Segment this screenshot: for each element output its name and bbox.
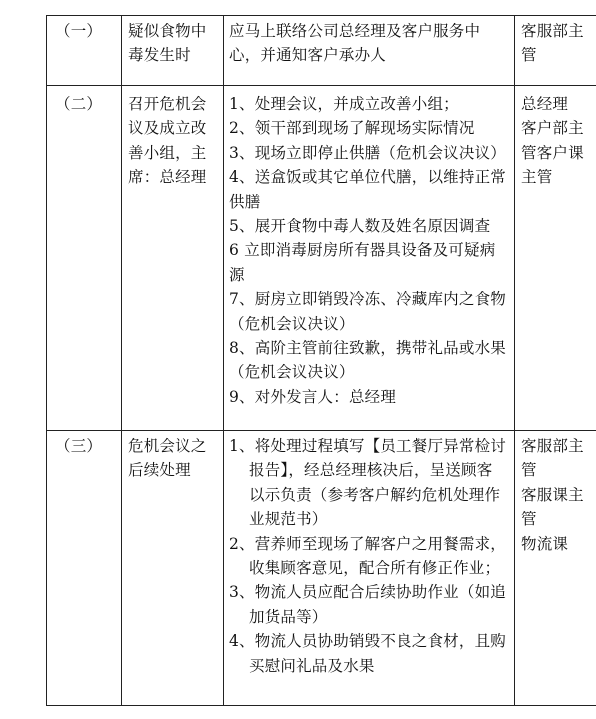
action-line: 买慰问礼品及水果	[249, 656, 375, 675]
table-row	[47, 431, 596, 706]
step-cell	[122, 16, 224, 86]
owner-line: 客服课主	[521, 485, 584, 504]
action-line: （危机会议决议）	[229, 314, 355, 333]
action-line: 6 立即消毒厨房所有器具设备及可疑病	[229, 241, 496, 260]
action-line: 供膳	[229, 192, 261, 211]
owner-line: 主管	[521, 168, 553, 187]
action-line: 心，并通知客户承办人	[229, 46, 387, 65]
owner-line: 管	[521, 46, 537, 65]
step-line: 善小组，主	[128, 143, 207, 162]
actions-cell	[224, 431, 515, 706]
step-line: 召开危机会	[128, 95, 207, 113]
action-line: 1、将处理过程填写【员工餐厅异常检讨	[229, 437, 506, 455]
action-line: 应马上联络公司总经理及客户服务中	[229, 22, 481, 40]
row-number-text: （二）	[55, 95, 103, 113]
action-line: 9、对外发言人：总经理	[229, 387, 397, 406]
row-number-text: （三）	[55, 437, 103, 455]
step-cell	[122, 431, 224, 706]
crisis-procedure-table	[46, 15, 596, 706]
owner-cell	[515, 431, 596, 706]
owner-cell	[515, 86, 596, 431]
row-number	[47, 431, 122, 706]
owner-line: 客户部主	[521, 119, 584, 138]
owner-line: 客服部主	[521, 22, 584, 40]
action-line: 业规范书）	[249, 510, 328, 529]
action-line: 2、领干部到现场了解现场实际情况	[229, 119, 475, 138]
step-line: 议及成立改	[128, 119, 207, 138]
table-row	[47, 86, 596, 431]
action-line: 以示负责（参考客户解约危机处理作	[249, 485, 501, 504]
row-number-text: （一）	[55, 22, 103, 40]
table-row	[47, 16, 596, 86]
row-number	[47, 86, 122, 431]
owner-line: 总经理	[521, 95, 569, 113]
owner-line: 客服部主	[521, 437, 584, 455]
row-number	[47, 16, 122, 86]
action-line: 3、物流人员应配合后续协助作业（如追	[229, 583, 506, 602]
owner-line: 管客户课	[521, 143, 584, 162]
step-line: 疑似食物中	[128, 22, 207, 40]
action-line: 8、高阶主管前往致歉，携带礼品或水果	[229, 339, 506, 358]
action-line: 4、送盒饭或其它单位代膳，以维持正常	[229, 168, 506, 187]
action-line: 5、展开食物中毒人数及姓名原因调查	[229, 217, 491, 236]
step-line: 席：总经理	[128, 168, 207, 187]
action-line: 7、厨房立即销毁冷冻、冷藏库内之食物	[229, 290, 506, 309]
action-line: 收集顾客意见，配合所有修正作业；	[249, 559, 501, 578]
owner-cell	[515, 16, 596, 86]
action-line: 1、处理会议，并成立改善小组；	[229, 95, 459, 113]
action-line: 报告】，经总经理核决后，呈送顾客	[249, 461, 493, 480]
owner-line: 物流课	[521, 534, 569, 553]
action-line: 4、物流人员协助销毁不良之食材，且购	[229, 632, 506, 651]
action-line: 加货品等）	[249, 607, 328, 626]
step-line: 后续处理	[128, 461, 191, 480]
action-line: 3、现场立即停止供膳（危机会议决议）	[229, 143, 506, 162]
actions-cell	[224, 86, 515, 431]
owner-line: 管	[521, 510, 537, 529]
owner-line: 管	[521, 461, 537, 480]
step-cell	[122, 86, 224, 431]
actions-cell	[224, 16, 515, 86]
step-line: 危机会议之	[128, 437, 207, 455]
step-line: 毒发生时	[128, 46, 191, 65]
action-line: （危机会议决议）	[229, 363, 355, 382]
action-line: 2、营养师至现场了解客户之用餐需求，	[229, 534, 506, 553]
action-line: 源	[229, 265, 245, 284]
